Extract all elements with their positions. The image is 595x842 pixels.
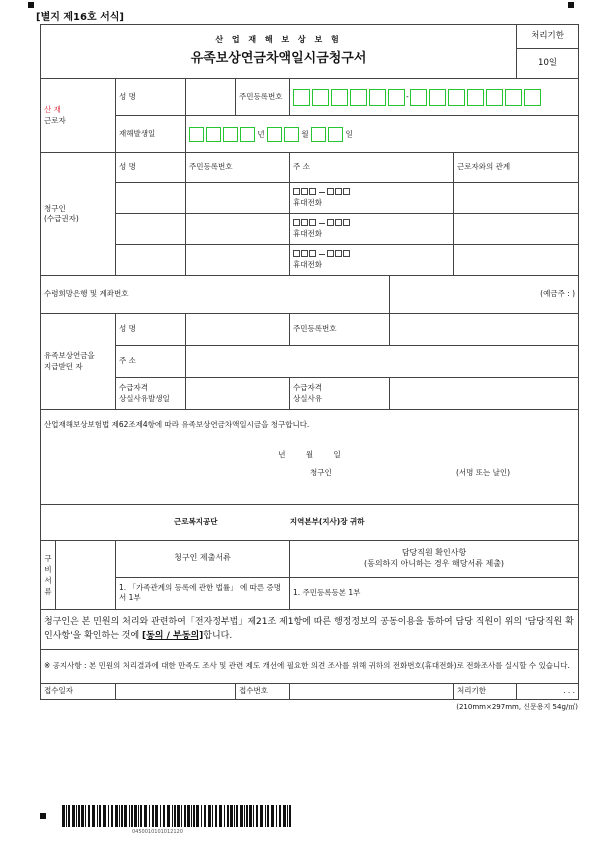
barcode-bar: [68, 805, 70, 827]
rrn-front-boxes[interactable]: [293, 89, 405, 106]
corner-mark: [568, 2, 574, 8]
form-title: 유족보상연금차액일시금청구서: [190, 51, 367, 67]
claimant-section-label: 청구인: [44, 203, 66, 213]
barcode-bar: [174, 805, 176, 827]
barcode-bar: [219, 805, 222, 827]
barcode-bar: [111, 805, 113, 827]
barcode-bar: [201, 805, 202, 827]
loss-reason-label: 수급자격 상실사유: [290, 378, 390, 410]
claimant-address-header: 주 소: [290, 153, 454, 183]
docs-side-label: 구 비 서 류: [41, 541, 56, 609]
barcode-bar: [76, 805, 77, 827]
loss-date-input[interactable]: [186, 378, 290, 410]
barcode-bar: [144, 805, 147, 827]
receipt-number-input[interactable]: [290, 684, 454, 700]
consent-choice[interactable]: [동의 / 부동의]: [142, 630, 204, 641]
declaration-block: [41, 410, 579, 505]
worker-name-label: 성 명: [116, 79, 186, 116]
claimant-section-sub: (수급권자): [44, 214, 79, 223]
barcode-bar: [172, 805, 173, 827]
mobile-label: 휴대전화: [293, 260, 322, 269]
pension-section-label2: 지급받던 자: [44, 361, 83, 371]
accident-date-label: 재해발생일: [116, 116, 186, 153]
barcode-bar: [244, 805, 245, 827]
barcode-bar: [81, 805, 84, 827]
agency-name: 산 업 재 해 보 상 보 험: [215, 35, 342, 45]
corner-mark: [40, 813, 46, 819]
barcode-bar: [287, 805, 288, 827]
accident-day-boxes[interactable]: [311, 127, 343, 142]
barcode-bar: [85, 805, 86, 827]
barcode-bar: [249, 805, 252, 827]
barcode-bar: [97, 805, 98, 827]
declaration-date: 년 월 일: [278, 450, 341, 460]
barcode-bar: [260, 805, 263, 827]
deadline-value: 10일: [517, 49, 579, 79]
worker-name-input[interactable]: [186, 79, 236, 116]
receipt-date-label: 접수일자: [41, 684, 116, 700]
worker-rrn-label: 주민등록번호: [236, 79, 290, 116]
form-table: [40, 24, 579, 700]
barcode-number: 0450010101012120: [132, 829, 183, 835]
claimant-relation-cell[interactable]: [454, 183, 579, 214]
barcode-bar: [184, 805, 186, 827]
barcode-bar: [276, 805, 277, 827]
mobile-label: 휴대전화: [293, 229, 322, 238]
accident-year-boxes[interactable]: [189, 127, 255, 142]
pension-section-label: 유족보상연금을: [44, 351, 95, 361]
recipient-name-label: 성 명: [116, 314, 186, 346]
addressee-org: 근로복지공단: [174, 517, 218, 527]
barcode-bar: [224, 805, 225, 827]
barcode-bar: [208, 805, 211, 827]
claimant-relation-cell[interactable]: [454, 214, 579, 245]
claimant-rrn-cell[interactable]: [186, 214, 290, 245]
form-id: [별지 제16호 서식]: [36, 12, 124, 23]
loss-reason-input[interactable]: [390, 378, 579, 410]
recipient-name-input[interactable]: [186, 314, 290, 346]
claimant-rrn-cell[interactable]: [186, 183, 290, 214]
bank-account-label: 수령희망은행 및 계좌번호: [41, 276, 390, 314]
barcode-bar: [191, 805, 192, 827]
claimant-address-cell[interactable]: [290, 245, 454, 276]
barcode-bar: [227, 805, 229, 827]
recipient-address-input[interactable]: [186, 346, 579, 378]
consent-row: 청구인은 본 민원의 처리와 관련하여「전자정부법」제21조 제1항에 따른 행정정보의 공동이용을 통하여 담당 직원이 위의 '담당직원 확인사항'을 확인하는 것에 [동의 / 부동의]합니다.: [41, 610, 579, 650]
worker-section-label: 산 재: [44, 105, 61, 115]
barcode-bar: [279, 805, 281, 827]
barcode-bar: [236, 805, 238, 827]
claim-form: [40, 24, 578, 712]
barcode-bar: [215, 805, 217, 827]
account-holder[interactable]: (예금주 : ): [390, 276, 579, 314]
barcode: [40, 805, 300, 833]
claimant-name-cell[interactable]: [116, 245, 186, 276]
notice-text: ※ 공지사항 : 본 민원의 처리결과에 대한 만족도 조사 및 관련 제도 개선에 필요한 의견 조사를 위해 귀하의 전화번호(휴대전화)로 전화조사를 실시할 수 있습니다.: [41, 650, 579, 684]
barcode-bar: [88, 805, 90, 827]
barcode-bar: [181, 805, 182, 827]
barcode-bar: [108, 805, 109, 827]
barcode-bar: [234, 805, 235, 827]
claimant-rrn-header: 주민등록번호: [186, 153, 290, 183]
worker-rrn-input[interactable]: [290, 79, 579, 116]
barcode-bar: [187, 805, 190, 827]
barcode-bar: [152, 805, 154, 827]
recipient-address-label: 주 소: [116, 346, 186, 378]
claimant-address-cell[interactable]: [290, 183, 454, 214]
barcode-bar: [196, 805, 199, 827]
mobile-label: 휴대전화: [293, 198, 322, 207]
barcode-bar: [163, 805, 165, 827]
barcode-bar: [155, 805, 158, 827]
claimant-name-cell[interactable]: [116, 183, 186, 214]
claimant-sign-label: 청구인: [310, 468, 332, 478]
barcode-bar: [134, 805, 137, 827]
barcode-icon: [62, 805, 292, 829]
addressee-branch: 지역본부(지사)장 귀하: [289, 517, 365, 527]
claimant-address-cell[interactable]: [290, 214, 454, 245]
day-unit: 일: [345, 129, 353, 138]
verify-header: 담당직원 확인사항 (동의하지 아니하는 경우 해당서류 제출): [290, 541, 579, 578]
barcode-bar: [265, 805, 266, 827]
barcode-bar: [131, 805, 133, 827]
form-header: [41, 25, 517, 79]
corner-mark: [28, 2, 34, 8]
barcode-bar: [129, 805, 130, 827]
receipt-date-input[interactable]: [116, 684, 236, 700]
barcode-bar: [193, 805, 195, 827]
accident-date-input[interactable]: [186, 116, 579, 153]
claimant-section: [41, 153, 116, 276]
barcode-bar: [253, 805, 254, 827]
signature-field[interactable]: (서명 또는 날인): [456, 468, 511, 478]
barcode-bar: [149, 805, 150, 827]
barcode-bar: [289, 805, 291, 827]
barcode-bar: [240, 805, 243, 827]
barcode-bar: [103, 805, 106, 827]
claimant-sign-line: [44, 468, 575, 480]
barcode-bar: [92, 805, 95, 827]
barcode-bar: [246, 805, 248, 827]
receipt-deadline-value[interactable]: . . .: [517, 684, 579, 700]
accident-month-boxes[interactable]: [267, 127, 299, 142]
docs-side: [41, 541, 116, 610]
claimant-relation-cell[interactable]: [454, 245, 579, 276]
claimant-name-cell[interactable]: [116, 214, 186, 245]
barcode-bar: [167, 805, 170, 827]
barcode-bar: [124, 805, 127, 827]
barcode-bar: [62, 805, 65, 827]
barcode-bar: [212, 805, 213, 827]
barcode-bar: [256, 805, 258, 827]
barcode-bar: [204, 805, 206, 827]
rrn-back-boxes[interactable]: [410, 89, 541, 106]
pension-recipient-section: [41, 314, 116, 410]
barcode-bar: [140, 805, 142, 827]
claimant-relation-header: 근로자와의 관계: [454, 153, 579, 183]
recipient-rrn-label: 주민등록번호: [290, 314, 390, 346]
year-unit: 년: [257, 129, 265, 138]
barcode-bar: [99, 805, 101, 827]
worker-section-label2: 근로자: [44, 115, 66, 125]
barcode-bar: [72, 805, 75, 827]
barcode-bar: [230, 805, 233, 827]
submitted-doc-item: 1. 「가족관계의 등록에 관한 법률」 에 따른 증명서 1부: [116, 577, 290, 609]
receipt-number-label: 접수번호: [236, 684, 290, 700]
barcode-bar: [283, 805, 286, 827]
paper-spec: (210mm×297mm, 신문용지 54g/㎡): [456, 703, 578, 711]
barcode-bar: [138, 805, 139, 827]
declaration-text: 산업재해보상보험법 제62조제4항에 따라 유족보상연금차액일시금을 청구합니다.: [44, 420, 310, 429]
barcode-bar: [115, 805, 118, 827]
postal-code-boxes[interactable]: [293, 188, 450, 198]
verify-item: 1. 주민등록등본 1부: [290, 577, 579, 609]
postal-code-boxes[interactable]: [293, 219, 450, 229]
postal-code-boxes[interactable]: [293, 250, 450, 260]
consent-text: 청구인은 본 민원의 처리와 관련하여「전자정부법」제21조 제1항에 따른 행정정보의 공동이용을 통하여 담당 직원이 위의 '담당직원 확인사항'을 확인하는 것에: [44, 617, 574, 641]
month-unit: 월: [301, 129, 309, 138]
barcode-bar: [267, 805, 269, 827]
barcode-bar: [271, 805, 274, 827]
claimant-rrn-cell[interactable]: [186, 245, 290, 276]
barcode-bar: [121, 805, 123, 827]
barcode-bar: [78, 805, 80, 827]
barcode-bar: [160, 805, 161, 827]
barcode-bar: [177, 805, 180, 827]
receipt-deadline-label: 처리기한: [454, 684, 517, 700]
addressee-row: [41, 505, 579, 541]
rrn-separator: -: [406, 92, 409, 101]
barcode-bar: [119, 805, 120, 827]
worker-section: [41, 79, 116, 153]
submitted-docs-header: 청구인 제출서류: [116, 541, 290, 578]
recipient-rrn-input[interactable]: [390, 314, 579, 346]
barcode-bar: [66, 805, 67, 827]
loss-date-label: 수급자격 상실사유발생일: [116, 378, 186, 410]
deadline-label: 처리기한: [517, 25, 579, 49]
claimant-name-header: 성 명: [116, 153, 186, 183]
